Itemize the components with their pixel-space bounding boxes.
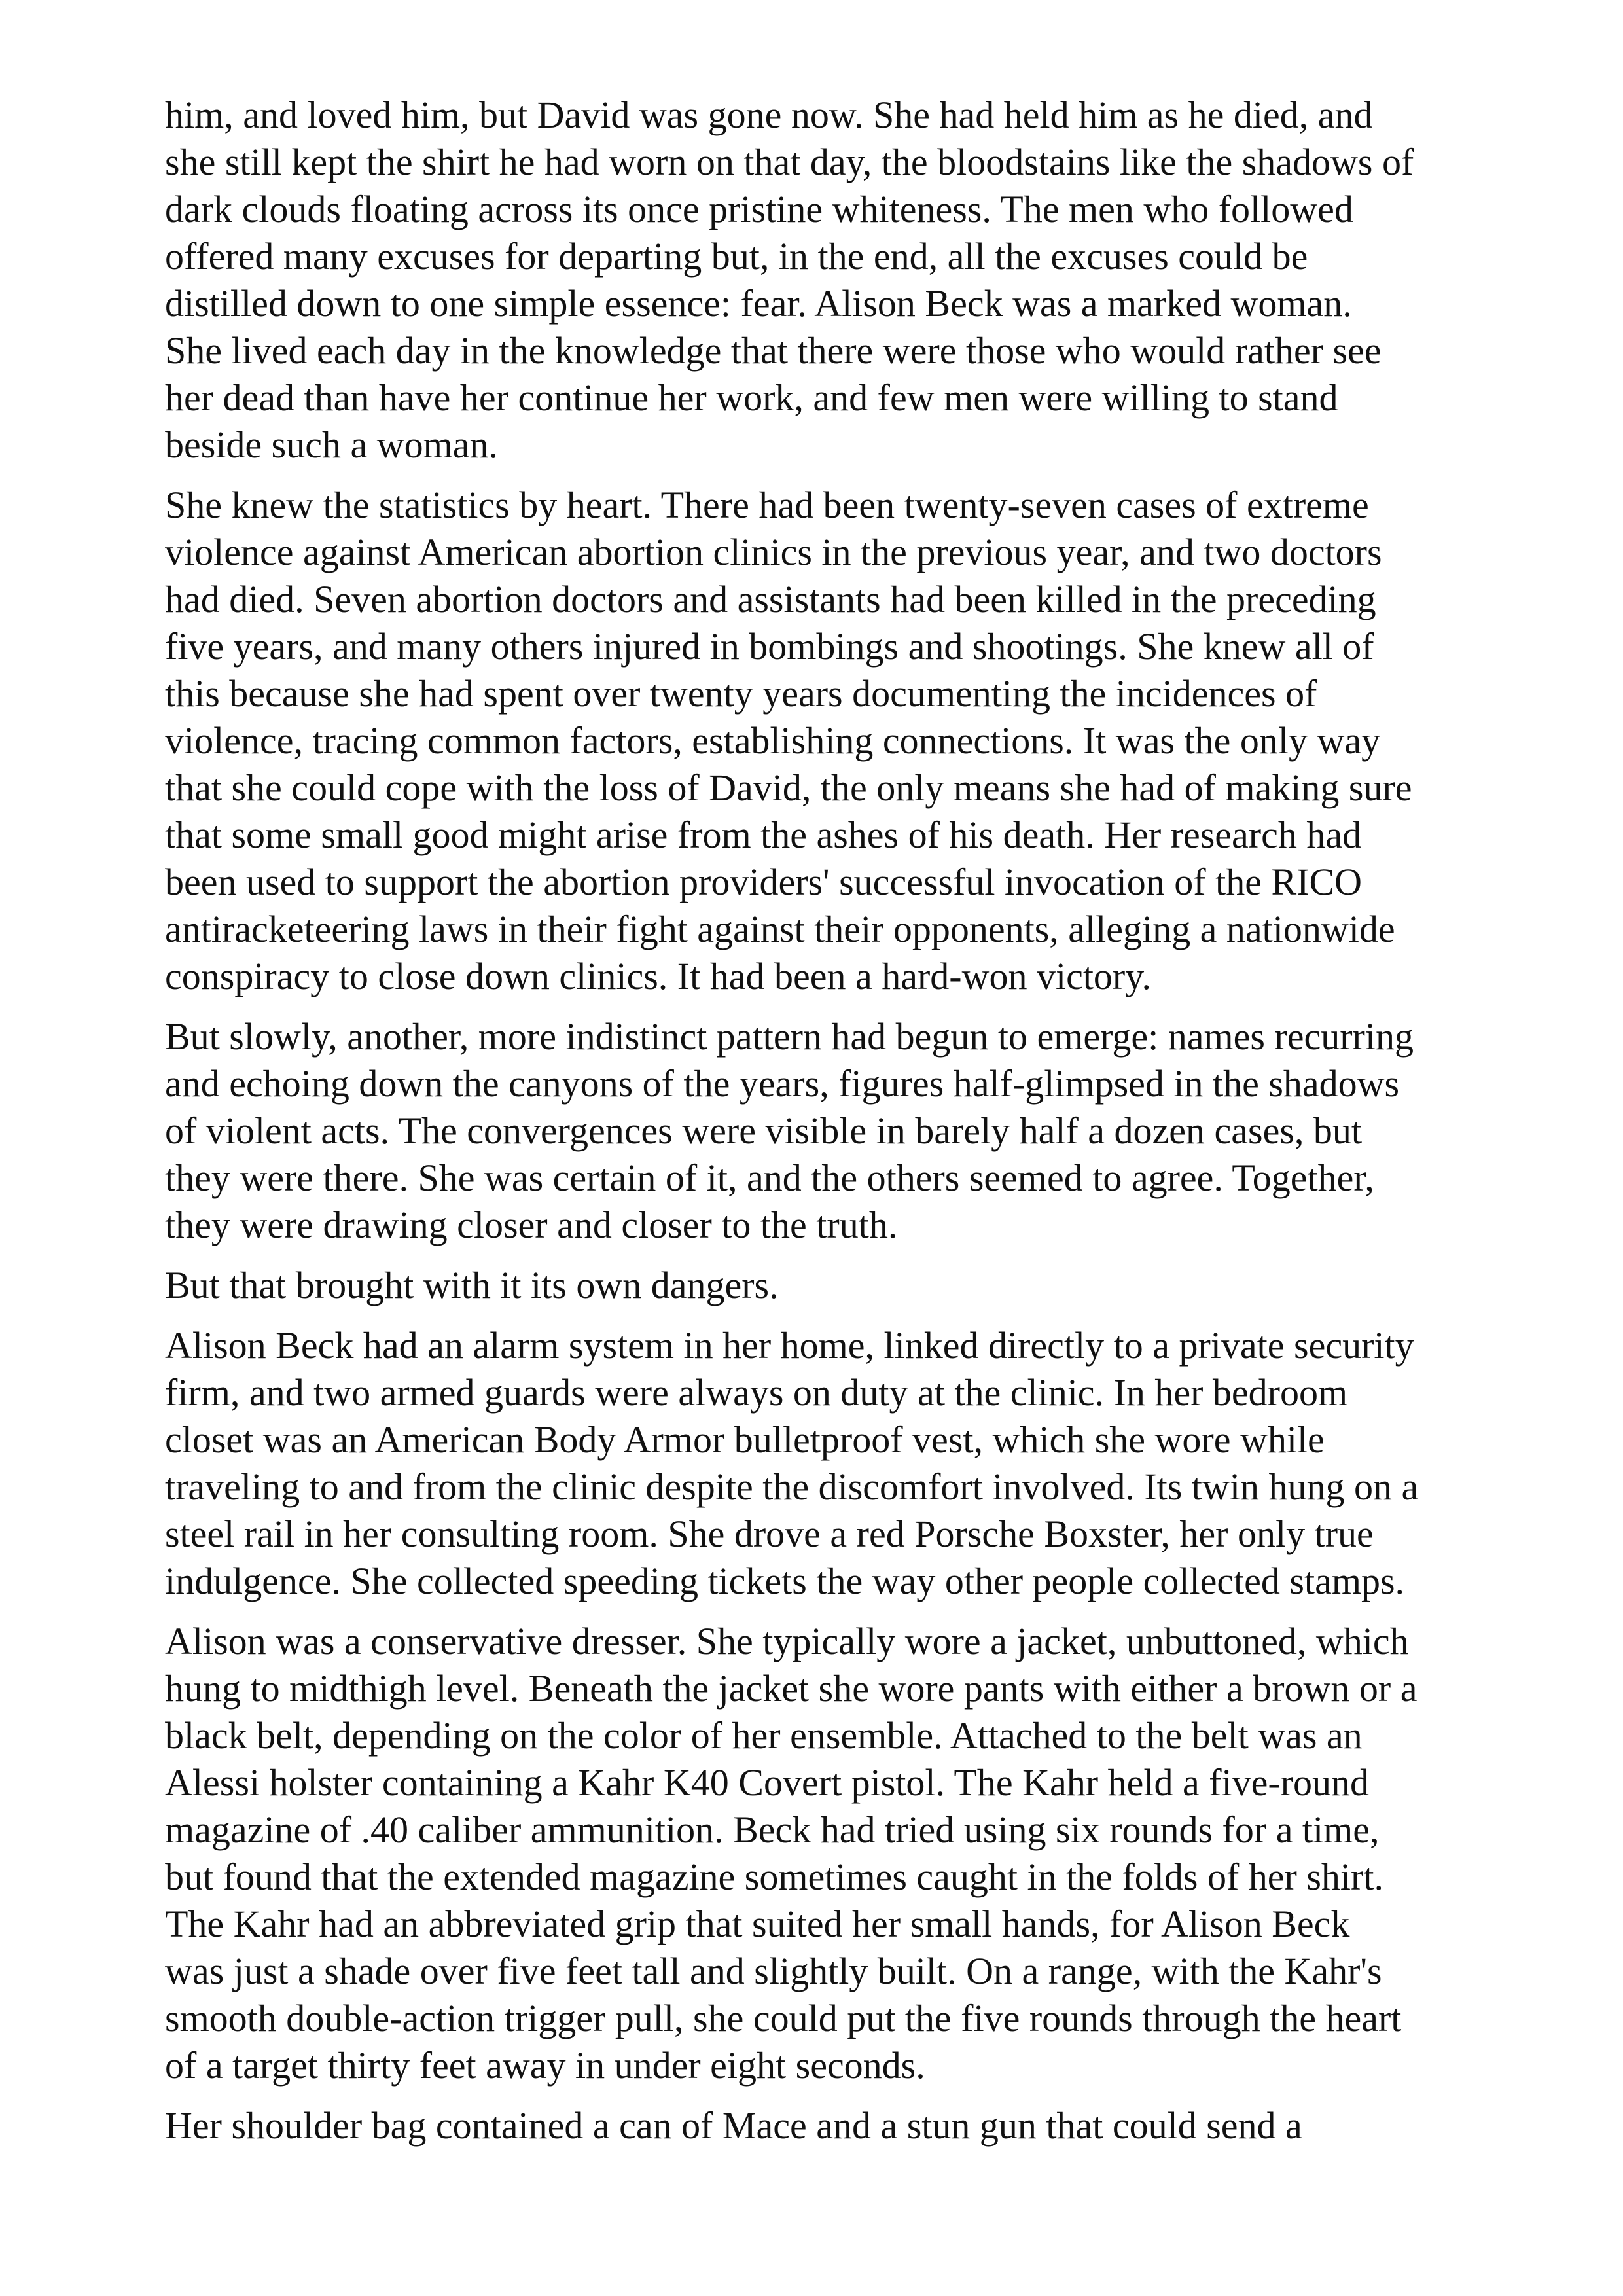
text-line: Alison was a conservative dresser. She typically wore a jacket, unbuttoned, which [165, 1620, 1409, 1662]
text-line: her dead than have her continue her work, and few men were willing to stand [165, 376, 1338, 419]
text-line: She knew the statistics by heart. There had been twenty-seven cases of extreme [165, 484, 1369, 526]
paragraph [165, 2102, 1466, 2149]
body-text [165, 92, 1466, 2149]
text-line: of violent acts. The convergences were visible in barely half a dozen cases, but [165, 1109, 1363, 1152]
text-line: was just a shade over five feet tall and slightly built. On a range, with the Kahr's [165, 1950, 1382, 1992]
paragraph [165, 482, 1466, 1000]
paragraph [165, 1322, 1466, 1605]
text-line: antiracketeering laws in their fight against their opponents, alleging a nationwide [165, 908, 1395, 950]
text-line: him, and loved him, but David was gone now. She had held him as he died, and [165, 94, 1373, 136]
text-line: violence, tracing common factors, establishing connections. It was the only way [165, 719, 1381, 762]
text-line: that she could cope with the loss of David, the only means she had of making sure [165, 766, 1412, 809]
text-line: she still kept the shirt he had worn on that day, the bloodstains like the shadows of [165, 141, 1414, 183]
paragraph [165, 1262, 1466, 1309]
paragraph [165, 92, 1466, 469]
text-line: hung to midthigh level. Beneath the jacket she wore pants with either a brown or a [165, 1667, 1418, 1710]
text-line: but found that the extended magazine sometimes caught in the folds of her shirt. [165, 1856, 1383, 1898]
text-line: But that brought with it its own dangers. [165, 1264, 779, 1306]
text-line: distilled down to one simple essence: fear. Alison Beck was a marked woman. [165, 282, 1352, 325]
paragraph [165, 1013, 1466, 1249]
text-line: steel rail in her consulting room. She drove a red Porsche Boxster, her only true [165, 1513, 1374, 1555]
text-line: closet was an American Body Armor bulletproof vest, which she wore while [165, 1418, 1325, 1461]
text-line: beside such a woman. [165, 423, 498, 466]
text-line: She lived each day in the knowledge that there were those who would rather see [165, 329, 1382, 372]
text-line: been used to support the abortion providers' successful invocation of the RICO [165, 861, 1363, 903]
text-line: they were there. She was certain of it, and the others seemed to agree. Together, [165, 1157, 1374, 1199]
text-line: offered many excuses for departing but, in the end, all the excuses could be [165, 235, 1308, 278]
text-line: Her shoulder bag contained a can of Mace and a stun gun that could send a [165, 2104, 1302, 2147]
text-line: black belt, depending on the color of her ensemble. Attached to the belt was an [165, 1714, 1363, 1757]
text-line: and echoing down the canyons of the years, figures half-glimpsed in the shadows [165, 1062, 1400, 1105]
text-line: that some small good might arise from the ashes of his death. Her research had [165, 814, 1362, 856]
text-line: conspiracy to close down clinics. It had been a hard-won victory. [165, 955, 1151, 997]
text-line: The Kahr had an abbreviated grip that suited her small hands, for Alison Beck [165, 1903, 1350, 1945]
text-line: smooth double-action trigger pull, she could put the five rounds through the heart [165, 1997, 1402, 2039]
text-line: they were drawing closer and closer to the truth. [165, 1204, 898, 1246]
text-line: traveling to and from the clinic despite the discomfort involved. Its twin hung on a [165, 1465, 1419, 1508]
text-line: But slowly, another, more indistinct pattern had begun to emerge: names recurring [165, 1015, 1414, 1058]
text-line: firm, and two armed guards were always on duty at the clinic. In her bedroom [165, 1371, 1348, 1414]
text-line: five years, and many others injured in bombings and shootings. She knew all of [165, 625, 1374, 668]
text-line: Alessi holster containing a Kahr K40 Covert pistol. The Kahr held a five-round [165, 1761, 1369, 1804]
paragraph [165, 1618, 1466, 2089]
text-line: this because she had spent over twenty years documenting the incidences of [165, 672, 1317, 715]
text-line: had died. Seven abortion doctors and assistants had been killed in the preceding [165, 578, 1376, 620]
text-line: violence against American abortion clinics in the previous year, and two doctors [165, 531, 1382, 573]
text-line: indulgence. She collected speeding tickets the way other people collected stamps. [165, 1560, 1405, 1602]
text-line: Alison Beck had an alarm system in her home, linked directly to a private security [165, 1324, 1414, 1367]
text-line: magazine of .40 caliber ammunition. Beck had tried using six rounds for a time, [165, 1808, 1380, 1851]
text-line: dark clouds floating across its once pristine whiteness. The men who followed [165, 188, 1353, 230]
text-line: of a target thirty feet away in under eight seconds. [165, 2044, 925, 2087]
